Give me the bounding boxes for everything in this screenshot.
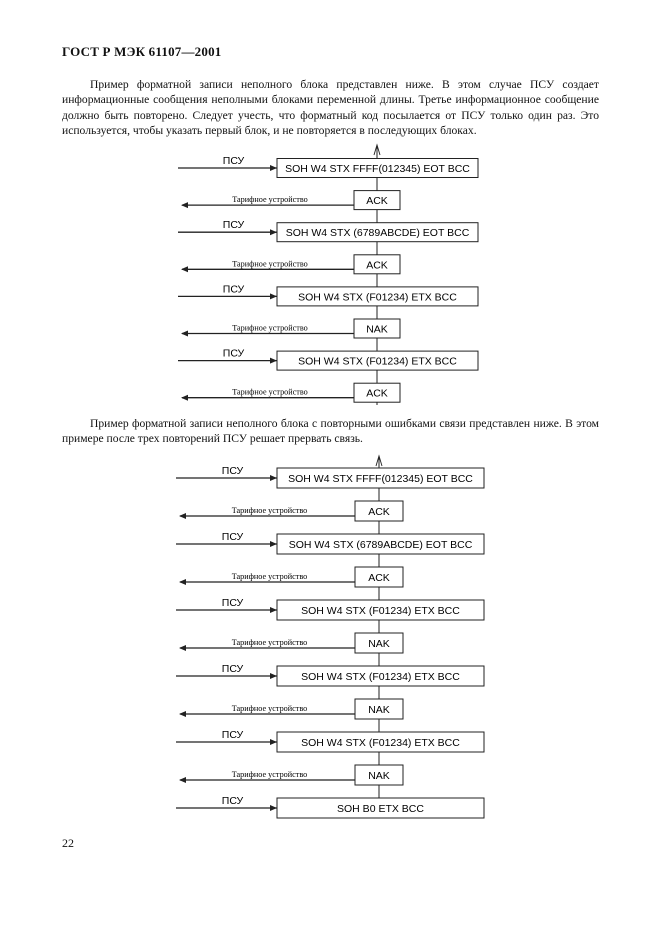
arrow-right-icon [270,805,277,811]
sender-label-psu: ПСУ [222,219,245,232]
response-text: NAK [368,770,390,782]
paragraph-1-text: Пример форматной записи неполного блока представлен ниже. В этом случае ПСУ создает информационные сообщения неполными блоками переменной длины. Третье информационное сообщение должно быть повторено. Следует учесть, что форматный код посылается от ПСУ только один раз. Это используется, чтобы указать первый блок, и не повторяется в последующих блоках. [62,78,599,137]
message-text: SOH W4 STX (F01234) ETX BCC [301,737,460,749]
arrow-left-icon [179,777,186,783]
arrow-left-icon [179,513,186,519]
paragraph-2-text: Пример форматной записи неполного блока с повторными ошибками связи представлен ниже. В этом примере после трех повторений ПСУ решает прервать связь. [62,417,599,446]
arrow-right-icon [270,475,277,481]
sender-label-psu: ПСУ [222,155,245,167]
arrow-right-icon [270,607,277,613]
arrow-right-icon [270,739,277,745]
response-text: NAK [366,323,388,336]
message-text: SOH W4 STX FFFF(012345) EOT BCC [285,163,470,175]
response-text: ACK [366,387,388,400]
sender-label-device: Тарифное устройство [231,638,308,647]
sender-label-device: Тарифное устройство [231,572,308,581]
sender-label-device: Тарифное устройство [231,506,308,515]
message-text: SOH W4 STX (6789ABCDE) EOT BCC [288,539,473,551]
sender-label-device: Тарифное устройство [232,195,308,205]
sender-label-device: Тарифное устройство [231,704,308,713]
message-text: SOH W4 STX (F01234) ETX BCC [301,671,460,683]
sender-label-psu: ПСУ [222,283,245,296]
response-text: NAK [368,638,390,650]
arrow-right-icon [270,673,277,679]
response-text: NAK [368,704,390,716]
sender-label-device: Тарифное устройство [232,387,308,397]
sender-label-psu: ПСУ [221,531,244,543]
response-text: ACK [368,506,390,518]
sender-label-psu: ПСУ [221,597,244,609]
sender-label-psu: ПСУ [221,465,244,477]
sender-label-psu: ПСУ [221,795,244,807]
sender-label-device: Тарифное устройство [232,259,308,269]
message-text: SOH W4 STX (F01234) ETX BCC [298,291,457,304]
message-text: SOH B0 ETX BCC [337,803,424,815]
message-text: SOH W4 STX (6789ABCDE) EOT BCC [285,227,470,240]
arrow-left-icon [179,711,186,717]
sender-label-device: Тарифное устройство [231,770,308,779]
response-text: ACK [366,195,388,208]
message-text: SOH W4 STX FFFF(012345) EOT BCC [288,473,473,485]
arrow-right-icon [270,541,277,547]
page-number: 22 [62,836,74,850]
message-text: SOH W4 STX (F01234) ETX BCC [298,355,457,368]
arrow-left-icon [179,645,186,651]
response-text: ACK [368,572,390,584]
response-text: ACK [366,259,388,272]
sender-label-psu: ПСУ [221,729,244,741]
sender-label-psu: ПСУ [221,663,244,675]
sender-label-device: Тарифное устройство [232,323,308,333]
arrow-left-icon [179,579,186,585]
document-header: ГОСТ Р МЭК 61107—2001 [62,44,222,59]
message-text: SOH W4 STX (F01234) ETX BCC [301,605,460,617]
sender-label-psu: ПСУ [222,347,245,360]
